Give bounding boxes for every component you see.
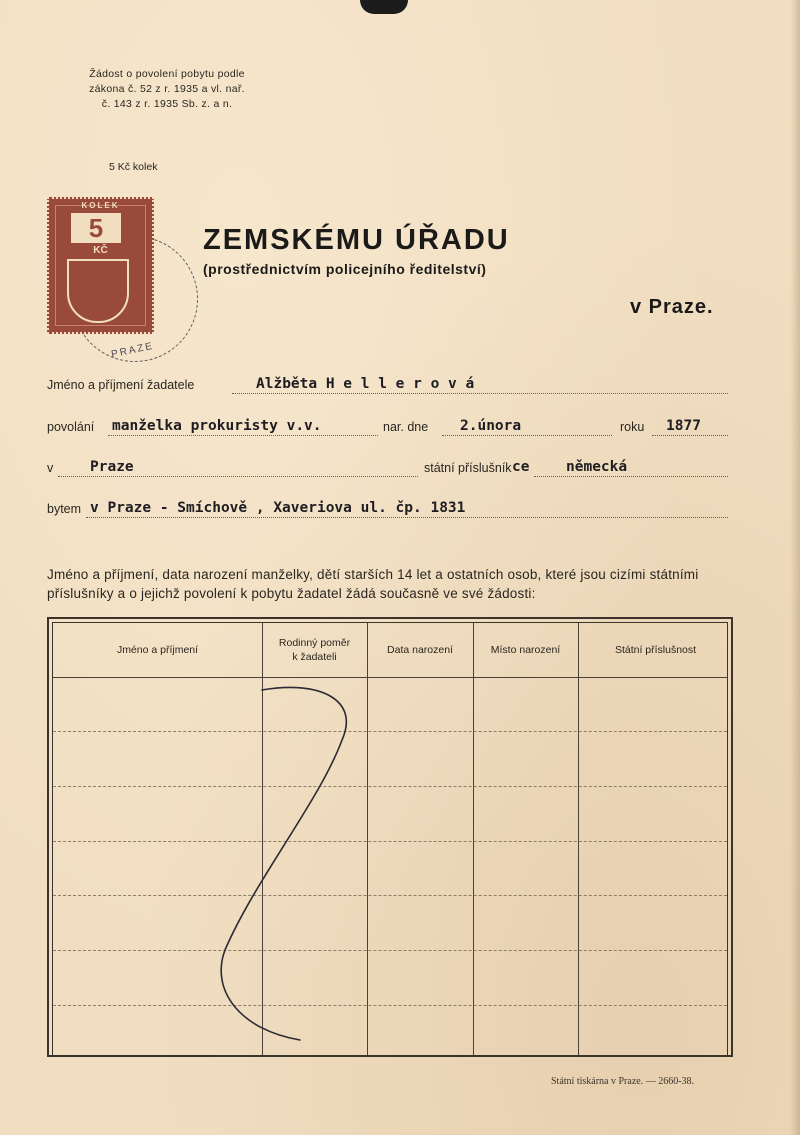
occupation-label: povolání: [47, 420, 95, 434]
year-label: roku: [620, 420, 645, 434]
law-line-1: Žádost o povolení pobytu podle: [89, 68, 245, 80]
citizenship-suffix[interactable]: ce: [512, 459, 530, 475]
law-line-2: zákona č. 52 z r. 1935 a vl. nař.: [89, 83, 245, 95]
stamp-unit: KČ: [93, 245, 108, 256]
header-citizenship: Státní příslušnost: [614, 644, 697, 656]
born-value[interactable]: 2.února: [460, 418, 522, 434]
born-label: nar. dne: [383, 420, 429, 434]
birthplace-value[interactable]: Praze: [90, 459, 134, 475]
law-line-3: č. 143 z r. 1935 Sb. z. a n.: [101, 98, 233, 110]
office-place: v Praze.: [630, 296, 714, 318]
kolek-label: 5 Kč kolek: [109, 161, 158, 173]
header-name: Jméno a příjmení: [116, 644, 199, 656]
name-label: Jméno a příjmení žadatele: [47, 378, 195, 392]
stamp-value: 5: [71, 213, 121, 243]
header-birthdate: Data narození: [387, 644, 453, 656]
office-title: ZEMSKÉMU ÚŘADU: [203, 224, 510, 256]
header-birthplace: Místo narození: [490, 644, 561, 656]
year-value[interactable]: 1877: [666, 418, 701, 434]
residence-value[interactable]: v Praze - Smíchově , Xaveriova ul. čp. 1831: [90, 500, 466, 516]
residence-label: bytem: [47, 502, 82, 516]
office-subtitle: (prostřednictvím policejního ředitelství): [203, 261, 487, 277]
table-intro-text: Jméno a příjmení, data narození manželky, dětí starších 14 let a ostatních osob, které jsou cizími státními příslušníky a o jejichž povolení k pobytu žadatel žádá současně ve své žádosti:: [47, 567, 699, 601]
printer-imprint: Státní tiskárna v Praze. — 2660-38.: [551, 1076, 695, 1087]
citizenship-label: státní příslušník: [424, 461, 512, 475]
birthplace-label: v: [47, 461, 54, 475]
name-value[interactable]: Alžběta H e l l e r o v á: [256, 376, 475, 392]
header-relation: Rodinný poměr k žadateli: [278, 637, 351, 663]
seal-text: PRAZE: [110, 340, 156, 361]
stamp-top-text: KOLEK: [81, 201, 120, 210]
citizenship-value[interactable]: německá: [566, 459, 628, 475]
occupation-value[interactable]: manželka prokuristy v.v.: [112, 418, 322, 434]
